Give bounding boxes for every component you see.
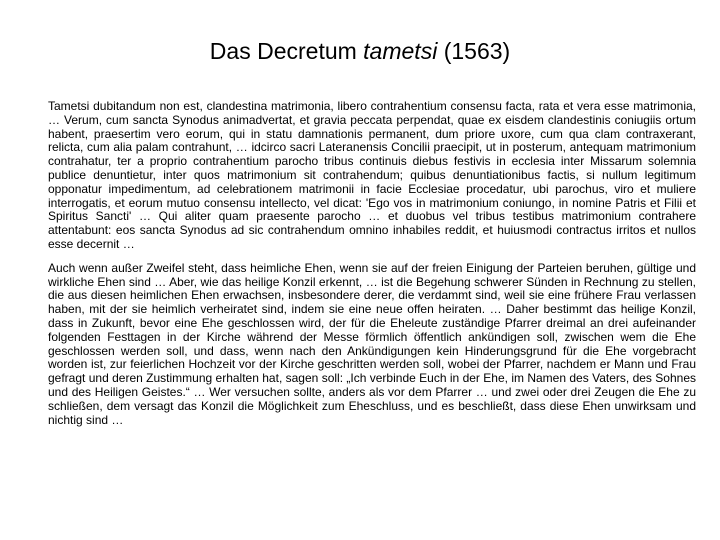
german-paragraph: Auch wenn außer Zweifel steht, dass heimliche Ehen, wenn sie auf der freien Einigung der Parteien beruhen, gültige und wirkliche Ehen sind … Aber, wie das heilige Konzil erkennt, … ist die Begehung schwerer Sünden in Rechnung zu stellen, die aus diesen heimlichen Ehen erwachsen, insbesondere derer, die verdammt sind, weil sie eine frühere Frau verlassen haben, mit der sie heimlich verheiratet sind, indem sie eine neue offen heiraten. … Daher bestimmt das heilige Konzil, dass in Zukunft, bevor eine Ehe geschlossen wird, der für die Eheleute zuständige Pfarrer dreimal an drei aufeinander folgenden Festtagen in der Kirche während der Messe förmlich öffentlich ankündigen soll, zwischen wem die Ehe geschlossen werden soll, und dass, wenn nach den Ankündigungen kein Hinderungsgrund für die Ehe vorgebracht worden ist, zur feierlichen Hochzeit vor der Kirche geschritten werden soll, wobei der Pfarrer, nachdem er Mann und Frau gefragt und deren Zustimmung erhalten hat, sagen soll: „Ich verbinde Euch in der Ehe, im Namen des Vaters, des Sohnes und des Heiligen Geistes.“ … Wer versuchen sollte, anders als vor dem Pfarrer … und zwei oder drei Zeugen die Ehe zu schließen, dem versagt das Konzil die Möglichkeit zum Eheschluss, und es beschließt, dass diese Ehen unwirksam und nichtig sind … <box>48 260 696 427</box>
slide-body <box>48 100 696 427</box>
title-italic-word: tametsi <box>363 38 438 64</box>
title-prefix: Das Decretum <box>209 38 364 64</box>
latin-paragraph: Tametsi dubitandum non est, clandestina matrimonia, libero contrahentium consensu facta, rata et vera esse matrimonia, … Verum, cum sancta Synodus animadvertat, et gravia peccata perpendat, quae ex eisdem clandestinis coniugiis ortum habent, praesertim vero eorum, qui in statu damnationis permanent, dum priore uxore, cum qua clam contraxerant, relicta, cum alia palam contrahunt, … idcirco sacri Lateranensis Concilii praecipit, ut in posterum, antequam matrimonium contrahatur, ter a proprio contrahentium parocho tribus continuis diebus festivis in ecclesia inter Missarum solemnia publice denuntietur, inter quos matrimonium sit contrahendum; quibus denuntiationibus factis, si nullum legitimum opponatur impedimentum, ad celebrationem matrimonii in facie Ecclesiae procedatur, ubi parochus, viro et muliere interrogatis, et eorum mutuo consensu intellecto, vel dicat: 'Ego vos in matrimonium coniungo, in nomine Patris et Filii et Spiritus Sancti' … Qui aliter quam praesente parocho … et duobus vel tribus testibus matrimonium contrahere attentabunt: eos sancta Synodus ad sic contrahendum omnino inhabiles reddit, et huiusmodi contractus irritos et nullos esse decernit … <box>48 99 696 251</box>
title-suffix: (1563) <box>437 38 511 64</box>
slide-title <box>0 36 720 66</box>
